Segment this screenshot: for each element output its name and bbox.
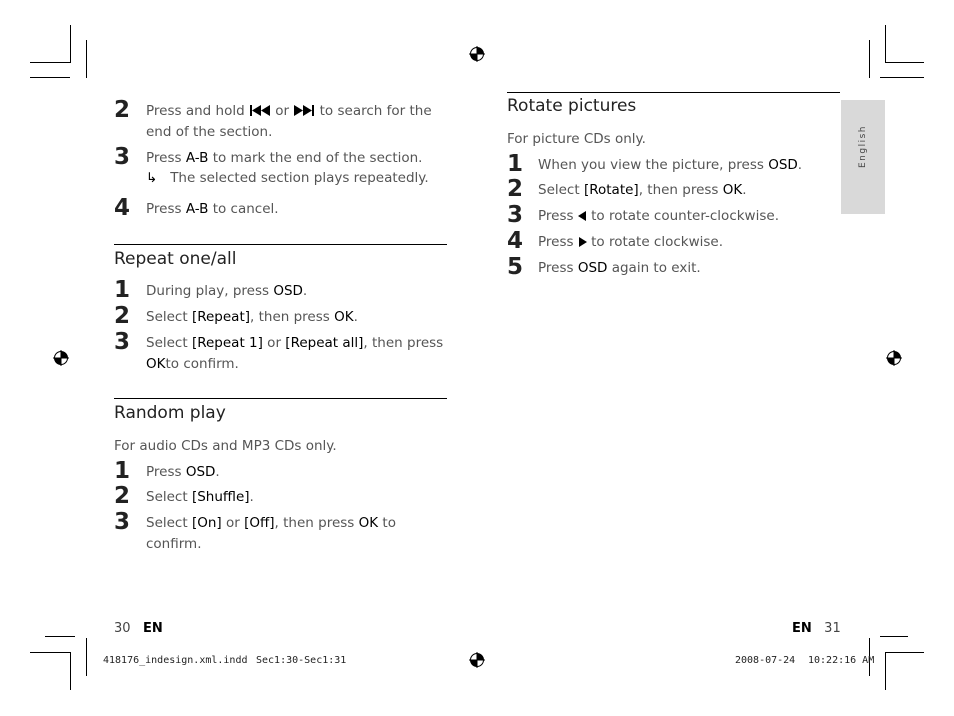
right-arrow-icon xyxy=(578,237,587,247)
page-number: 31 xyxy=(824,621,841,636)
step-number: 1 xyxy=(114,277,131,303)
section-title-repeat: Repeat one/all xyxy=(114,249,237,269)
step-number: 1 xyxy=(507,151,524,177)
page-number: 30 xyxy=(114,621,131,636)
step-text-part: to rotate clockwise. xyxy=(586,234,724,250)
registration-mark-left-icon xyxy=(53,350,69,366)
menu-option: [Off] xyxy=(244,515,275,531)
step-text-part: , then press xyxy=(363,335,444,351)
step-text xyxy=(146,333,444,375)
button-name: OSD xyxy=(273,283,303,299)
step-text-part: or xyxy=(262,335,286,351)
step-text xyxy=(146,281,307,302)
menu-option: [Repeat] xyxy=(191,309,251,325)
step-text-part: or xyxy=(221,515,245,531)
step-text-part: , then press xyxy=(638,182,723,198)
next-track-icon xyxy=(293,105,315,116)
step-text xyxy=(538,258,701,279)
step-text-part: , then press xyxy=(274,515,359,531)
step-text-part: , then press xyxy=(250,309,335,325)
slug-file: 418176_indesign.xml.indd xyxy=(103,655,248,666)
menu-option: [Shuffle] xyxy=(191,489,250,505)
button-name: A-B xyxy=(185,201,209,217)
language-code: EN xyxy=(142,621,163,636)
step-text xyxy=(146,487,254,508)
step-text xyxy=(146,462,220,483)
registration-mark-top-icon xyxy=(469,46,485,62)
step-text-part: Select xyxy=(146,335,192,351)
step-number: 3 xyxy=(114,509,131,535)
button-name: A-B xyxy=(185,150,209,166)
section-rule xyxy=(114,244,447,245)
menu-option: [Repeat all] xyxy=(285,335,364,351)
step-text xyxy=(146,148,446,169)
button-name: OSD xyxy=(768,157,798,173)
button-name: OK xyxy=(722,182,743,198)
step-number: 3 xyxy=(507,202,524,228)
step-text xyxy=(538,206,779,227)
step-text xyxy=(146,513,436,555)
step-text-part: During play, press xyxy=(146,283,274,299)
step-text-part: . xyxy=(742,182,747,198)
menu-option: [Rotate] xyxy=(583,182,639,198)
step-text-part: Press xyxy=(538,234,578,250)
step-text-part: When you view the picture, press xyxy=(538,157,769,173)
step-number: 1 xyxy=(114,458,131,484)
step-text-part: to rotate counter-clockwise. xyxy=(586,208,779,224)
step-text-part: to mark the end of the section. xyxy=(208,150,423,166)
slug-date: 2008-07-24 xyxy=(735,655,796,666)
step-number: 3 xyxy=(114,144,131,170)
step-text-part: . xyxy=(797,157,803,173)
step-text xyxy=(146,199,279,220)
step-number: 2 xyxy=(114,303,131,329)
section-rule xyxy=(507,92,840,93)
step-text-part: to cancel. xyxy=(208,201,279,217)
step-text-part: Select xyxy=(146,309,192,325)
page-footer-left xyxy=(114,621,163,636)
language-tab-label: English xyxy=(858,125,868,168)
step-text-part: Select xyxy=(146,515,192,531)
step-text-part: . xyxy=(215,464,220,480)
registration-mark-right-icon xyxy=(886,350,902,366)
button-name: OSD xyxy=(577,260,608,276)
step-text-part: Press xyxy=(146,150,186,166)
step-text-part: . xyxy=(302,283,308,299)
step-text xyxy=(538,180,747,201)
step-number: 5 xyxy=(507,254,524,280)
left-arrow-icon xyxy=(578,211,587,221)
step-text xyxy=(146,101,446,143)
step-text xyxy=(146,307,358,328)
step-number: 2 xyxy=(114,483,131,509)
button-name: OK xyxy=(146,356,166,372)
step-number: 2 xyxy=(507,176,524,202)
step-text-part: or xyxy=(270,103,294,119)
step-text xyxy=(538,155,802,176)
step-text-part: again to exit. xyxy=(607,260,701,276)
result-text: The selected section plays repeatedly. xyxy=(170,170,429,186)
menu-option: [On] xyxy=(191,515,222,531)
step-number: 2 xyxy=(114,97,131,123)
step-number: 4 xyxy=(507,228,524,254)
step-text-part: to confirm. xyxy=(165,356,239,372)
previous-track-icon xyxy=(249,105,271,116)
button-name: OK xyxy=(358,515,379,531)
step-text-part: . xyxy=(353,309,358,325)
step-text-part: to confirm. xyxy=(146,515,396,552)
language-code: EN xyxy=(792,621,812,636)
step-text-part: Select xyxy=(146,489,192,505)
step-text-part: Select xyxy=(538,182,584,198)
step-text-part: Press xyxy=(146,201,186,217)
step-text-part: Press xyxy=(538,208,578,224)
section-title-random: Random play xyxy=(114,403,226,423)
slug-time: 10:22:16 AM xyxy=(808,655,875,666)
page-footer-right xyxy=(792,621,841,636)
slug-section: Sec1:30-Sec1:31 xyxy=(256,655,347,666)
registration-mark-bottom-icon xyxy=(469,652,485,668)
button-name: OK xyxy=(334,309,354,325)
result-arrow-icon: ↳ xyxy=(146,170,158,186)
step-text xyxy=(538,232,723,253)
section-intro: For picture CDs only. xyxy=(507,131,646,147)
step-text-part: to search for the end of the section. xyxy=(146,103,432,140)
button-name: OSD xyxy=(185,464,216,480)
step-text-part: Press xyxy=(538,260,578,276)
step-text-part: Press and hold xyxy=(146,103,249,119)
step-result xyxy=(146,170,429,186)
step-text-part: . xyxy=(249,489,254,505)
step-number: 4 xyxy=(114,195,131,221)
section-title-rotate: Rotate pictures xyxy=(507,96,637,116)
menu-option: [Repeat 1] xyxy=(191,335,263,351)
section-rule xyxy=(114,398,447,399)
step-text-part: Press xyxy=(146,464,186,480)
step-number: 3 xyxy=(114,329,131,355)
section-intro: For audio CDs and MP3 CDs only. xyxy=(114,438,337,454)
